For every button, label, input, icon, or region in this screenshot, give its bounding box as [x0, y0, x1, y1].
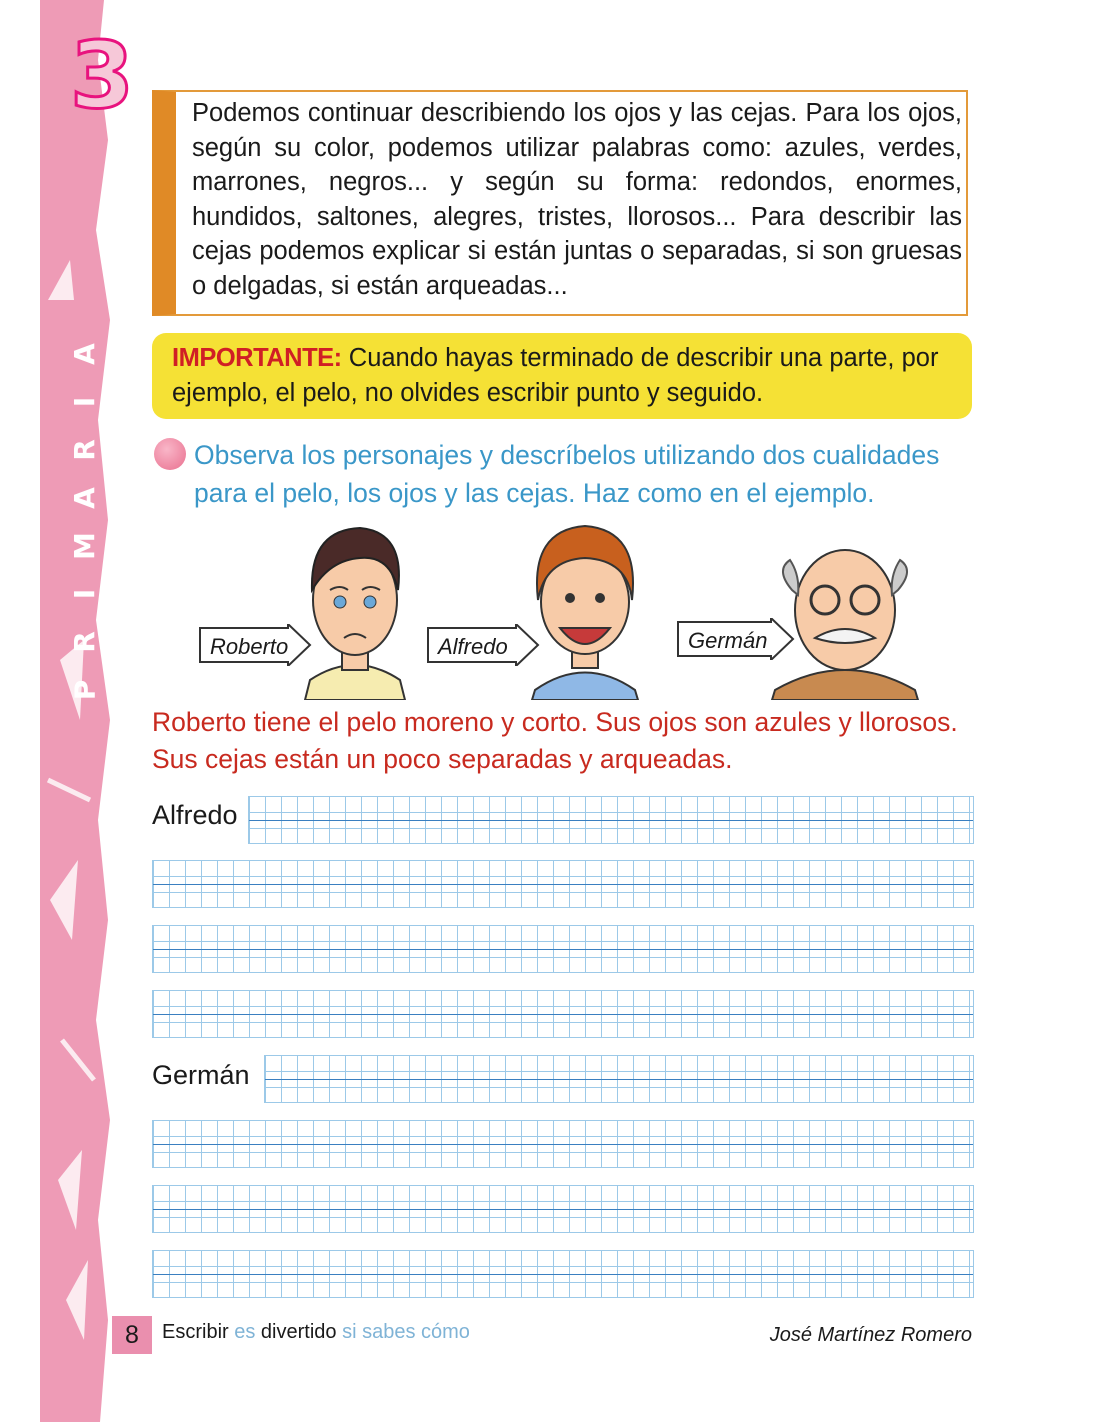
- important-text: Cuando hayas terminado de describir una parte, por ejemplo, el pelo, no olvides escribir punto y seguido.: [172, 344, 939, 407]
- name-label: Germán: [688, 628, 768, 653]
- name-tag-german: [676, 618, 796, 660]
- character-illustrations: [190, 520, 950, 710]
- grade-number: 3: [70, 22, 135, 129]
- book-title-part: es: [234, 1321, 261, 1343]
- german-illustration: [770, 520, 920, 700]
- instruction-text: Observa los personajes y descríbelos utilizando dos cualidades para el pelo, los ojos y las cejas. Haz como en el ejemplo.: [194, 440, 940, 508]
- name-label: Roberto: [210, 634, 289, 659]
- book-title: [162, 1321, 470, 1344]
- side-letter: A: [67, 487, 101, 509]
- bullet-icon: [154, 438, 186, 470]
- name-tag-roberto: [198, 624, 313, 666]
- label-alfredo: Alfredo: [152, 800, 238, 830]
- side-letter: I: [67, 396, 101, 408]
- important-note: [152, 333, 972, 419]
- writing-grid-alfredo[interactable]: [248, 796, 974, 844]
- side-letter: M: [68, 532, 101, 560]
- book-title-part: si sabes cómo: [342, 1321, 470, 1343]
- label-german: Germán: [152, 1060, 250, 1090]
- roberto-illustration: [290, 520, 420, 700]
- writing-grid-alfredo[interactable]: [152, 990, 974, 1038]
- writing-grid-german[interactable]: [152, 1250, 974, 1298]
- name-tag-alfredo: [426, 624, 541, 666]
- side-letter: P: [68, 679, 101, 701]
- side-label-primaria: [60, 330, 110, 714]
- author-name: José Martínez Romero: [769, 1324, 972, 1346]
- side-letter: R: [68, 439, 101, 461]
- side-letter: I: [67, 588, 101, 600]
- side-letter: R: [68, 631, 101, 653]
- writing-grid-german[interactable]: [264, 1055, 974, 1103]
- example-text: Roberto tiene el pelo moreno y corto. Sus ojos son azules y llorosos. Sus cejas están un poco separadas y arqueadas.: [152, 707, 958, 774]
- book-title-part: Escribir: [162, 1321, 235, 1343]
- writing-grid-german[interactable]: [152, 1120, 974, 1168]
- book-title-part: divertido: [260, 1321, 343, 1343]
- intro-text: Podemos continuar describiendo los ojos y las cejas. Para los ojos, según su color, podemos utilizar palabras como: azules, verdes, marrones, negros... y según su forma: redondos, enormes, hundidos, saltones, alegres, tristes, llorosos... Para describir las cejas podemos explicar si están juntas o separadas, si son gruesas o delgadas, si están arqueadas...: [192, 99, 962, 300]
- writing-grid-german[interactable]: [152, 1185, 974, 1233]
- alfredo-illustration: [520, 520, 650, 700]
- writing-grid-alfredo[interactable]: [152, 925, 974, 973]
- page-number: 8: [112, 1316, 152, 1354]
- side-letter: A: [67, 343, 101, 365]
- writing-grid-alfredo[interactable]: [152, 860, 974, 908]
- important-label: IMPORTANTE:: [172, 344, 342, 372]
- name-label: Alfredo: [438, 634, 508, 659]
